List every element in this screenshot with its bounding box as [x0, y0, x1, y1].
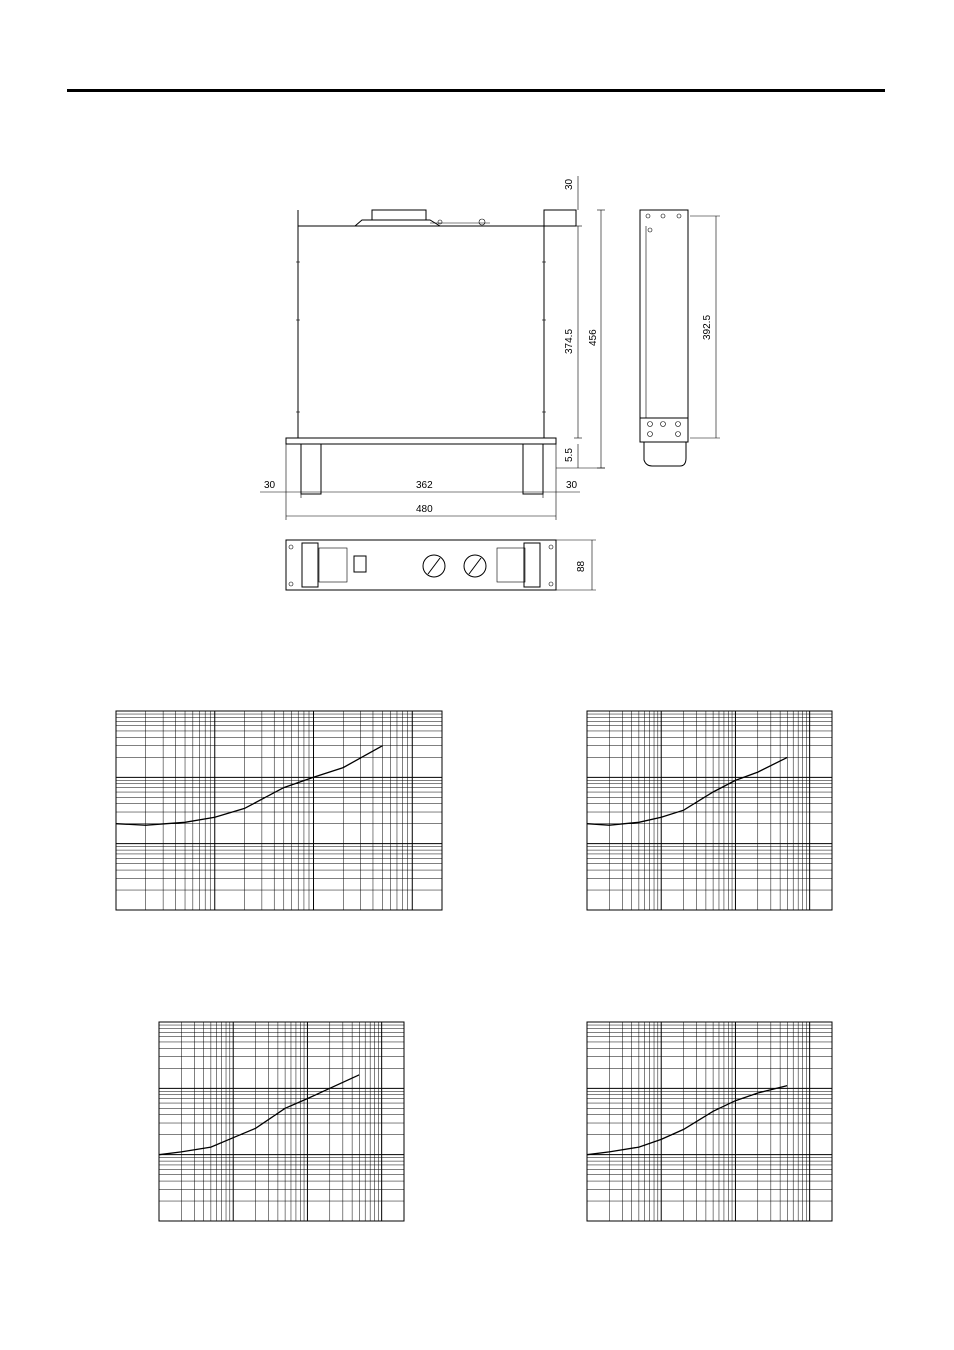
chart-frame: [587, 711, 832, 910]
rack-ear-strip: [286, 438, 556, 444]
dim-height: 88: [576, 560, 587, 572]
right-handle: [523, 444, 543, 494]
front-panel: [286, 540, 556, 590]
side-handle: [644, 442, 686, 466]
series-line: [116, 746, 383, 826]
dim-side-depth: 392.5: [702, 314, 713, 340]
top-view: [260, 176, 605, 520]
chart-top-left: [116, 711, 442, 910]
chart-bottom-right: [587, 1022, 832, 1221]
chart-top-right: [587, 711, 832, 910]
charts: [116, 711, 832, 1221]
dim-inner-width: 362: [416, 480, 433, 491]
dim-total-width: 480: [416, 504, 433, 515]
dim-depth-total: 456: [588, 329, 599, 346]
chart-frame: [159, 1022, 404, 1221]
dim-left-ear: 30: [264, 480, 276, 491]
front-view: [286, 540, 596, 590]
dim-foot: 5.5: [564, 448, 575, 462]
left-handle: [301, 444, 321, 494]
top-handle-bump: [372, 210, 426, 220]
series-line: [587, 757, 787, 825]
side-view-body: [640, 210, 688, 418]
top-view-body: [298, 226, 544, 438]
dim-depth-inner: 374.5: [564, 328, 575, 354]
dim-right-ear: 30: [566, 480, 578, 491]
chart-frame: [116, 711, 442, 910]
series-line: [587, 1086, 787, 1155]
chart-bottom-left: [159, 1022, 404, 1221]
chart-frame: [587, 1022, 832, 1221]
dim-top-offset: 30: [564, 178, 575, 190]
